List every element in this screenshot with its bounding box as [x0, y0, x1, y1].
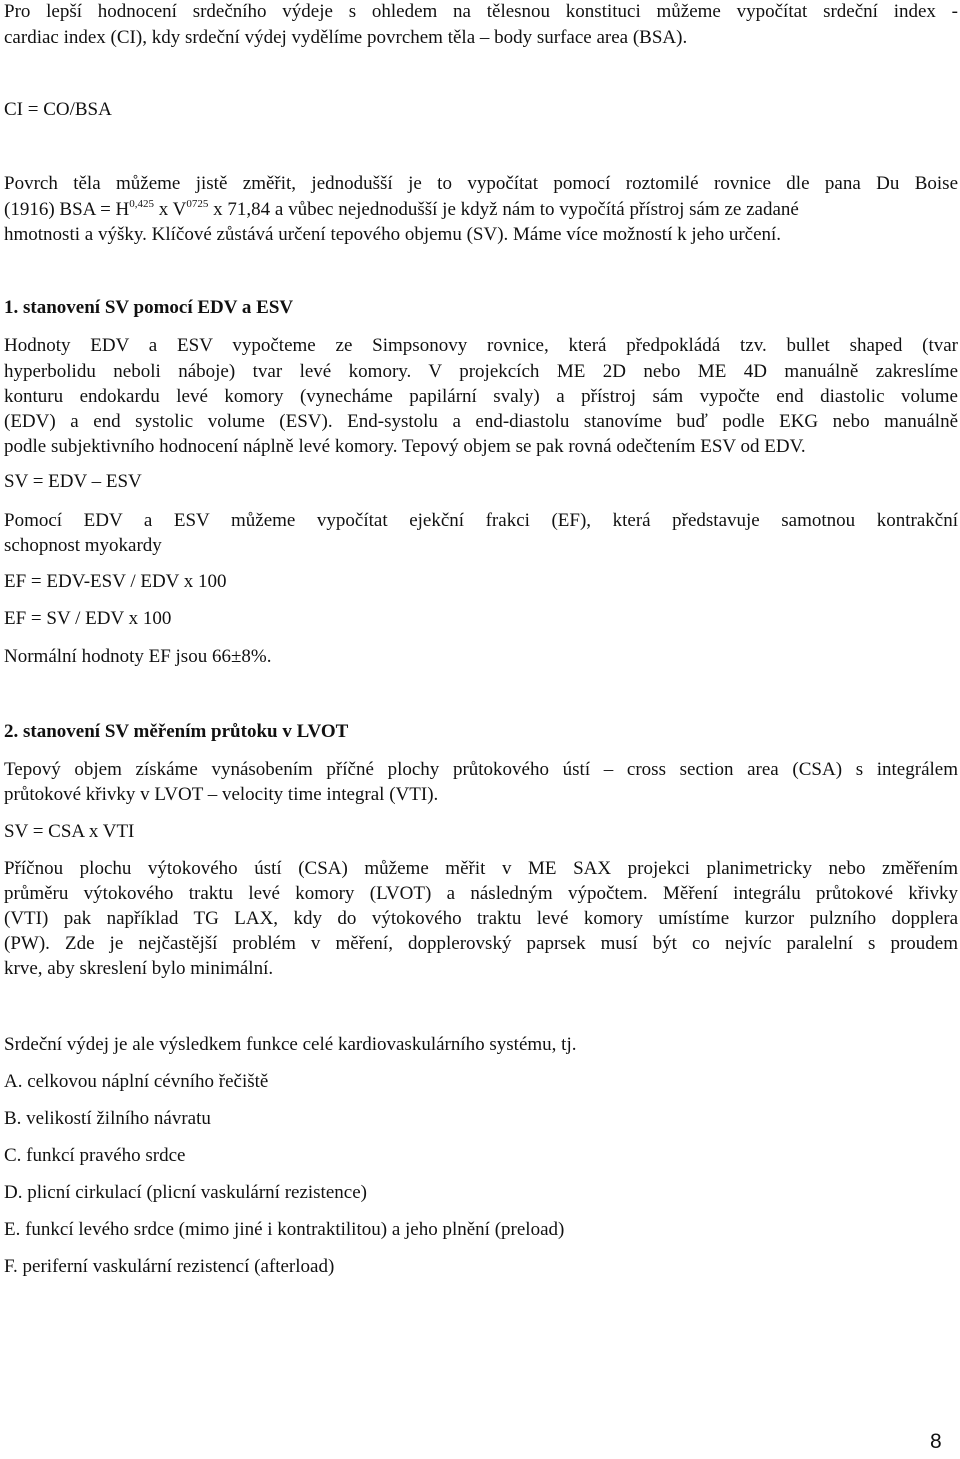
- paragraph-lvot-line2: průtokové křivky v LVOT – velocity time integral (VTI).: [4, 784, 439, 805]
- paragraph-simpson-line5: podle subjektivního hodnocení náplně levé komory. Tepový objem se pak rovná odečtením ESV od EDV.: [4, 436, 806, 457]
- paragraph-csa-line2: průměru výtokového traktu levé komory (LVOT) a následným výpočtem. Měření integrálu průtokové křivky: [4, 883, 958, 904]
- list-item: E. funkcí levého srdce (mimo jiné i kontraktilitou) a jeho plnění (preload): [4, 1219, 565, 1240]
- paragraph-simpson-line4: (EDV) a end systolic volume (ESV). End-systolu a end-diastolu stanovíme buď podle EKG nebo manuálně: [4, 411, 958, 432]
- paragraph-ef-line2: schopnost myokardy: [4, 535, 162, 556]
- formula-sv-edv-esv: SV = EDV – ESV: [4, 471, 142, 492]
- list-item: B. velikostí žilního návratu: [4, 1108, 211, 1129]
- paragraph-simpson-line1: Hodnoty EDV a ESV vypočteme ze Simpsonovy rovnice, která předpokládá tzv. bullet shaped (tvar: [4, 335, 958, 356]
- page-number: 8: [930, 1430, 942, 1453]
- list-item: C. funkcí pravého srdce: [4, 1145, 186, 1166]
- ef-normal-values: Normální hodnoty EF jsou 66±8%.: [4, 646, 272, 667]
- paragraph-csa-line5: krve, aby skreslení bylo minimální.: [4, 958, 274, 979]
- exponent-weight: 0725: [186, 198, 209, 210]
- paragraph-csa-line3: (VTI) pak například TG LAX, kdy do výtokového traktu levé komory umístíme kurzor pulzního dopplera: [4, 908, 958, 929]
- section-heading-2: 2. stanovení SV měřením průtoku v LVOT: [4, 721, 349, 742]
- formula-ef-2: EF = SV / EDV x 100: [4, 608, 172, 629]
- paragraph-simpson-line2: hyperbolidu neboli náboje) tvar levé komory. V projekcích ME 2D nebo ME 4D manuálně zakreslíme: [4, 361, 958, 382]
- formula-ef-1: EF = EDV-ESV / EDV x 100: [4, 571, 227, 592]
- formula-sv-csa-vti: SV = CSA x VTI: [4, 821, 135, 842]
- paragraph-bsa-line1: Povrch těla můžeme jistě změřit, jednodušší je to vypočítat pomocí roztomilé rovnice dle pana Du Boise: [4, 173, 958, 194]
- paragraph-ci-intro-line2: cardiac index (CI), kdy srdeční výdej vydělíme povrchem těla – body surface area (BSA).: [4, 27, 688, 48]
- paragraph-cardiac-output: Srdeční výdej je ale výsledkem funkce celé kardiovaskulárního systému, tj.: [4, 1034, 577, 1055]
- list-item: F. periferní vaskulární rezistencí (afterload): [4, 1256, 335, 1277]
- paragraph-csa-line1: Příčnou plochu výtokového ústí (CSA) můžeme měřit v ME SAX projekci planimetricky nebo změřením: [4, 858, 958, 879]
- formula-ci: CI = CO/BSA: [4, 99, 112, 120]
- paragraph-ef-line1: Pomocí EDV a ESV můžeme vypočítat ejekční frakci (EF), která představuje samotnou kontrakční: [4, 510, 958, 531]
- paragraph-bsa-line2: (1916) BSA = H$^{0,425}$ x $V^{0725}$ x 71,84 a vůbec nejednodušší je když nám to vypočítá přístroj sám ze zadané: [4, 198, 799, 220]
- list-item: A. celkovou náplní cévního řečiště: [4, 1071, 269, 1092]
- section-heading-1: 1. stanovení SV pomocí EDV a ESV: [4, 297, 294, 318]
- paragraph-simpson-line3: konturu endokardu levé komory (vynecháme papilární svaly) a přístroj sám vypočte end diastolic volume: [4, 386, 958, 407]
- paragraph-csa-line4: (PW). Zde je nejčastější problém v měření, dopplerovský paprsek musí být co nejvíc paralelní s proudem: [4, 933, 958, 954]
- paragraph-bsa-line3: hmotnosti a výšky. Klíčové zůstává určení tepového objemu (SV). Máme více možností k jeho určení.: [4, 224, 782, 245]
- paragraph-ci-intro-line1: Pro lepší hodnocení srdečního výdeje s ohledem na tělesnou konstituci můžeme vypočítat srdeční index -: [4, 1, 958, 22]
- list-item: D. plicní cirkulací (plicní vaskulární rezistence): [4, 1182, 367, 1203]
- paragraph-lvot-line1: Tepový objem získáme vynásobením příčné plochy průtokového ústí – cross section area (CSA) s integrálem: [4, 759, 958, 780]
- exponent-height: 0,425: [129, 198, 155, 210]
